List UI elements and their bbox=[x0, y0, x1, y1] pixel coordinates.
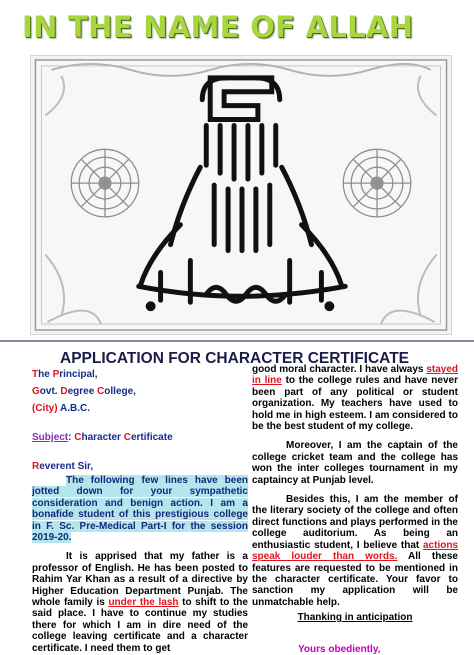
address-line-1: The Principal, bbox=[32, 369, 98, 380]
thanking-line: Thanking in anticipation bbox=[297, 612, 413, 624]
letter-left-column bbox=[32, 366, 248, 654]
address-line-2: Govt. Degree College, bbox=[32, 386, 136, 397]
calligraphy-frame-icon bbox=[31, 56, 451, 334]
salutation: Reverent Sir, bbox=[32, 461, 94, 472]
address-line-3: (City) A.B.C. bbox=[32, 403, 90, 414]
calligraphy-artwork bbox=[30, 55, 452, 335]
paragraph-2: It is apprised that my father is a professor of English. He has been posted to Rahim Yar Khan as a result of a directive by Higher Education Department Punjab. The whole family is under the lash to shift to the said place. I have to continue my studies there for which I am in dire need of the college leaving certificate and a character certificate. I need them to get bbox=[32, 551, 248, 654]
paragraph-3: Moreover, I am the captain of the college cricket team and the college has won the inter colleges tournament in my captaincy at Punjab level. bbox=[252, 440, 458, 486]
paragraph-1: The following few lines have been jotted down for your sympathetic consideration and benign action. I am a bonafide student of this prestigious college in F. Sc. Pre-Medical Part-I for the session 2019-20. bbox=[32, 475, 248, 544]
page-title: IN THE NAME OF ALLAH bbox=[22, 10, 414, 44]
application-heading: APPLICATION FOR CHARACTER CERTIFICATE bbox=[60, 350, 410, 367]
section-divider bbox=[0, 340, 474, 342]
paragraph-4: Besides this, I am the member of the literary society of the college and often direct functions and plays performed in the college auditorium. As being an enthusiastic student, I believe that actions speak louder than words. All these features are requested to be mentioned in the character certificate. Your favor to sanction my application will be unmatchable help. bbox=[252, 494, 458, 608]
letter-right-column bbox=[252, 364, 458, 655]
subject-line: Subject: Character Certificate bbox=[32, 432, 173, 443]
closing-line: Yours obediently, bbox=[298, 643, 381, 655]
paragraph-continued: good moral character. I have always stayed in line to the college rules and have never been part of any political or student organization. My teachers have used to hold me in high esteem. I am considered to be the best student of my college. bbox=[252, 364, 458, 433]
